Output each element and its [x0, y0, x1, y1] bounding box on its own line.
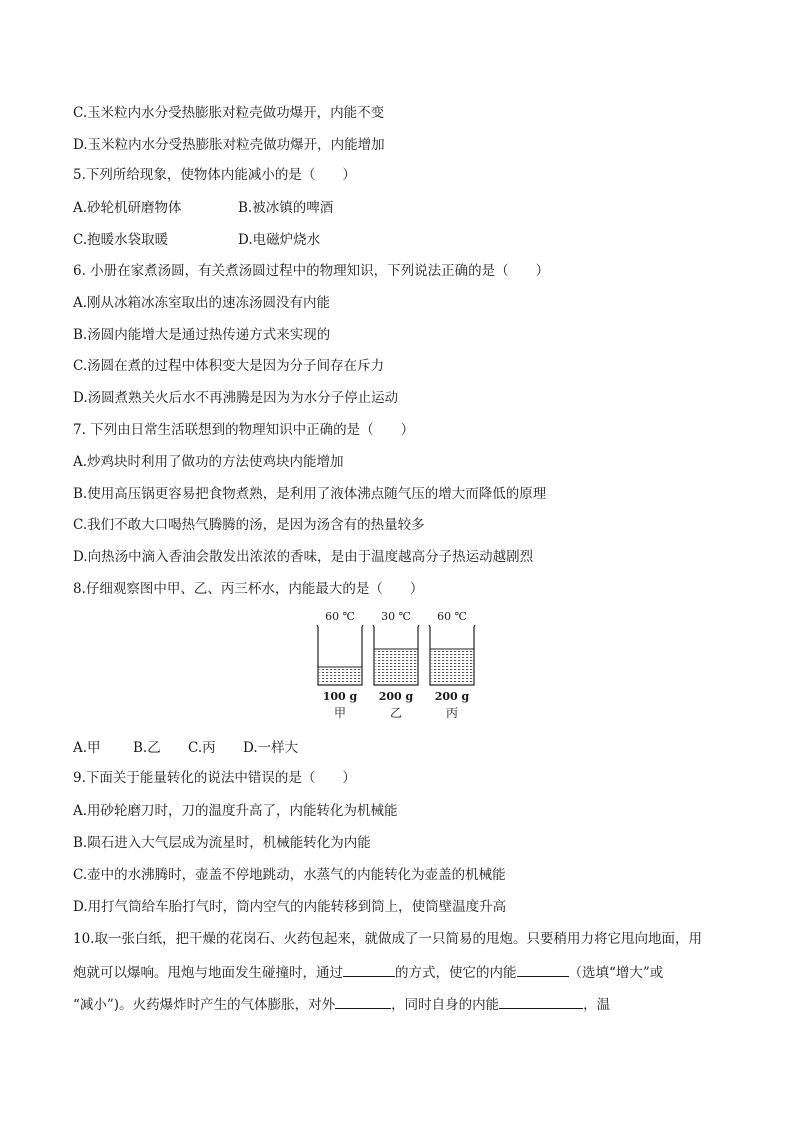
question-10-line-3 — [73, 994, 610, 1014]
q8-option-d: D.一样大 — [243, 740, 299, 756]
water-fill — [320, 667, 361, 684]
q9-option-a: A.用砂轮磨刀时，刀的温度升高了，内能转化为机械能 — [73, 803, 398, 819]
beaker-temperature-label: 60 ℃ — [437, 610, 467, 623]
q10-text-2: 的方式，使它的内能 — [395, 965, 517, 981]
q10-text-1: 炮就可以爆响。甩炮与地面发生碰撞时，通过 — [73, 965, 343, 981]
q9-option-c: C.壶中的水沸腾时，壶盖不停地跳动，水蒸气的内能转化为壶盖的机械能 — [73, 867, 506, 883]
beaker-mass-label: 100 g — [322, 690, 358, 703]
beaker-temperature-label: 60 ℃ — [325, 610, 355, 623]
beaker-yi — [373, 610, 419, 720]
q9-option-d: D.用打气筒给车胎打气时，筒内空气的内能转移到筒上，使筒壁温度升高 — [73, 899, 507, 915]
question-10-line-1: 10.取一张白纸，把干燥的花岗石、火药包起来，就做成了一只简易的甩炮。只要稍用力将它甩向地面，用 — [73, 931, 702, 947]
question-5: 5.下列所给现象，使物体内能减小的是（ ） — [73, 167, 356, 183]
water-fill — [376, 649, 417, 684]
answer-blank-1[interactable] — [343, 962, 395, 977]
answer-blank-2[interactable] — [517, 962, 569, 977]
beaker-name-label: 丙 — [445, 706, 459, 720]
question-10-line-2 — [73, 962, 663, 982]
q5-option-d: D.电磁炉烧水 — [238, 232, 321, 248]
question-6: 6. 小册在家煮汤圆，有关煮汤圆过程中的物理知识，下列说法正确的是（ ） — [73, 263, 550, 279]
q7-option-d: D.向热汤中滴入香油会散发出浓浓的香味，是由于温度越高分子热运动越剧烈 — [73, 549, 534, 565]
beaker-name-label: 甲 — [333, 706, 347, 720]
beaker-jia — [317, 610, 363, 720]
q5-option-c: C.抱暖水袋取暖 — [73, 232, 169, 248]
question-9: 9.下面关于能量转化的说法中错误的是（ ） — [73, 770, 356, 786]
q7-option-a: A.炒鸡块时利用了做功的方法使鸡块内能增加 — [73, 454, 344, 470]
answer-blank-3[interactable] — [335, 994, 391, 1009]
q9-option-b: B.陨石进入大气层成为流星时，机械能转化为内能 — [73, 835, 371, 851]
q8-option-b: B.乙 — [133, 740, 161, 756]
q6-option-d: D.汤圆煮熟关火后水不再沸腾是因为为水分子停止运动 — [73, 390, 399, 406]
q5-option-b: B.被冰镇的啤酒 — [238, 200, 334, 216]
q7-option-b: B.使用高压锅更容易把食物煮熟，是利用了液体沸点随气压的增大而降低的原理 — [73, 486, 547, 502]
answer-blank-4[interactable] — [499, 994, 583, 1009]
beaker-mass-label: 200 g — [378, 690, 414, 703]
q6-option-a: A.刚从冰箱冰冻室取出的速冻汤圆没有内能 — [73, 295, 331, 311]
q8-option-a: A.甲 — [73, 740, 101, 756]
q7-option-c: C.我们不敢大口喝热气腾腾的汤，是因为汤含有的热量较多 — [73, 517, 425, 533]
beaker-bing — [429, 610, 475, 720]
q10-text-3: （选填“增大”或 — [568, 965, 664, 981]
q4-option-c: C.玉米粒内水分受热膨胀对粒壳做功爆开，内能不变 — [73, 105, 385, 121]
beaker-name-label: 乙 — [389, 706, 403, 720]
question-7: 7. 下列由日常生活联想到的物理知识中正确的是（ ） — [73, 422, 415, 438]
q6-option-c: C.汤圆在煮的过程中体积变大是因为分子间存在斥力 — [73, 358, 385, 374]
beaker-temperature-label: 30 ℃ — [381, 610, 411, 623]
q5-option-a: A.砂轮机研磨物体 — [73, 200, 182, 216]
q10-text-4: “减小”)。火药爆炸时产生的气体膨胀，对外 — [73, 997, 336, 1013]
beakers-figure — [310, 608, 485, 723]
q4-option-d: D.玉米粒内水分受热膨胀对粒壳做功爆开，内能增加 — [73, 137, 385, 153]
q6-option-b: B.汤圆内能增大是通过热传递方式来实现的 — [73, 327, 331, 343]
water-fill — [432, 649, 473, 684]
q8-option-c: C.丙 — [188, 740, 216, 756]
beaker-mass-label: 200 g — [434, 690, 470, 703]
q10-text-6: ，温 — [583, 997, 611, 1013]
question-8: 8.仔细观察图中甲、乙、丙三杯水，内能最大的是（ ） — [73, 581, 424, 597]
q10-text-5: ，同时自身的内能 — [391, 997, 500, 1013]
